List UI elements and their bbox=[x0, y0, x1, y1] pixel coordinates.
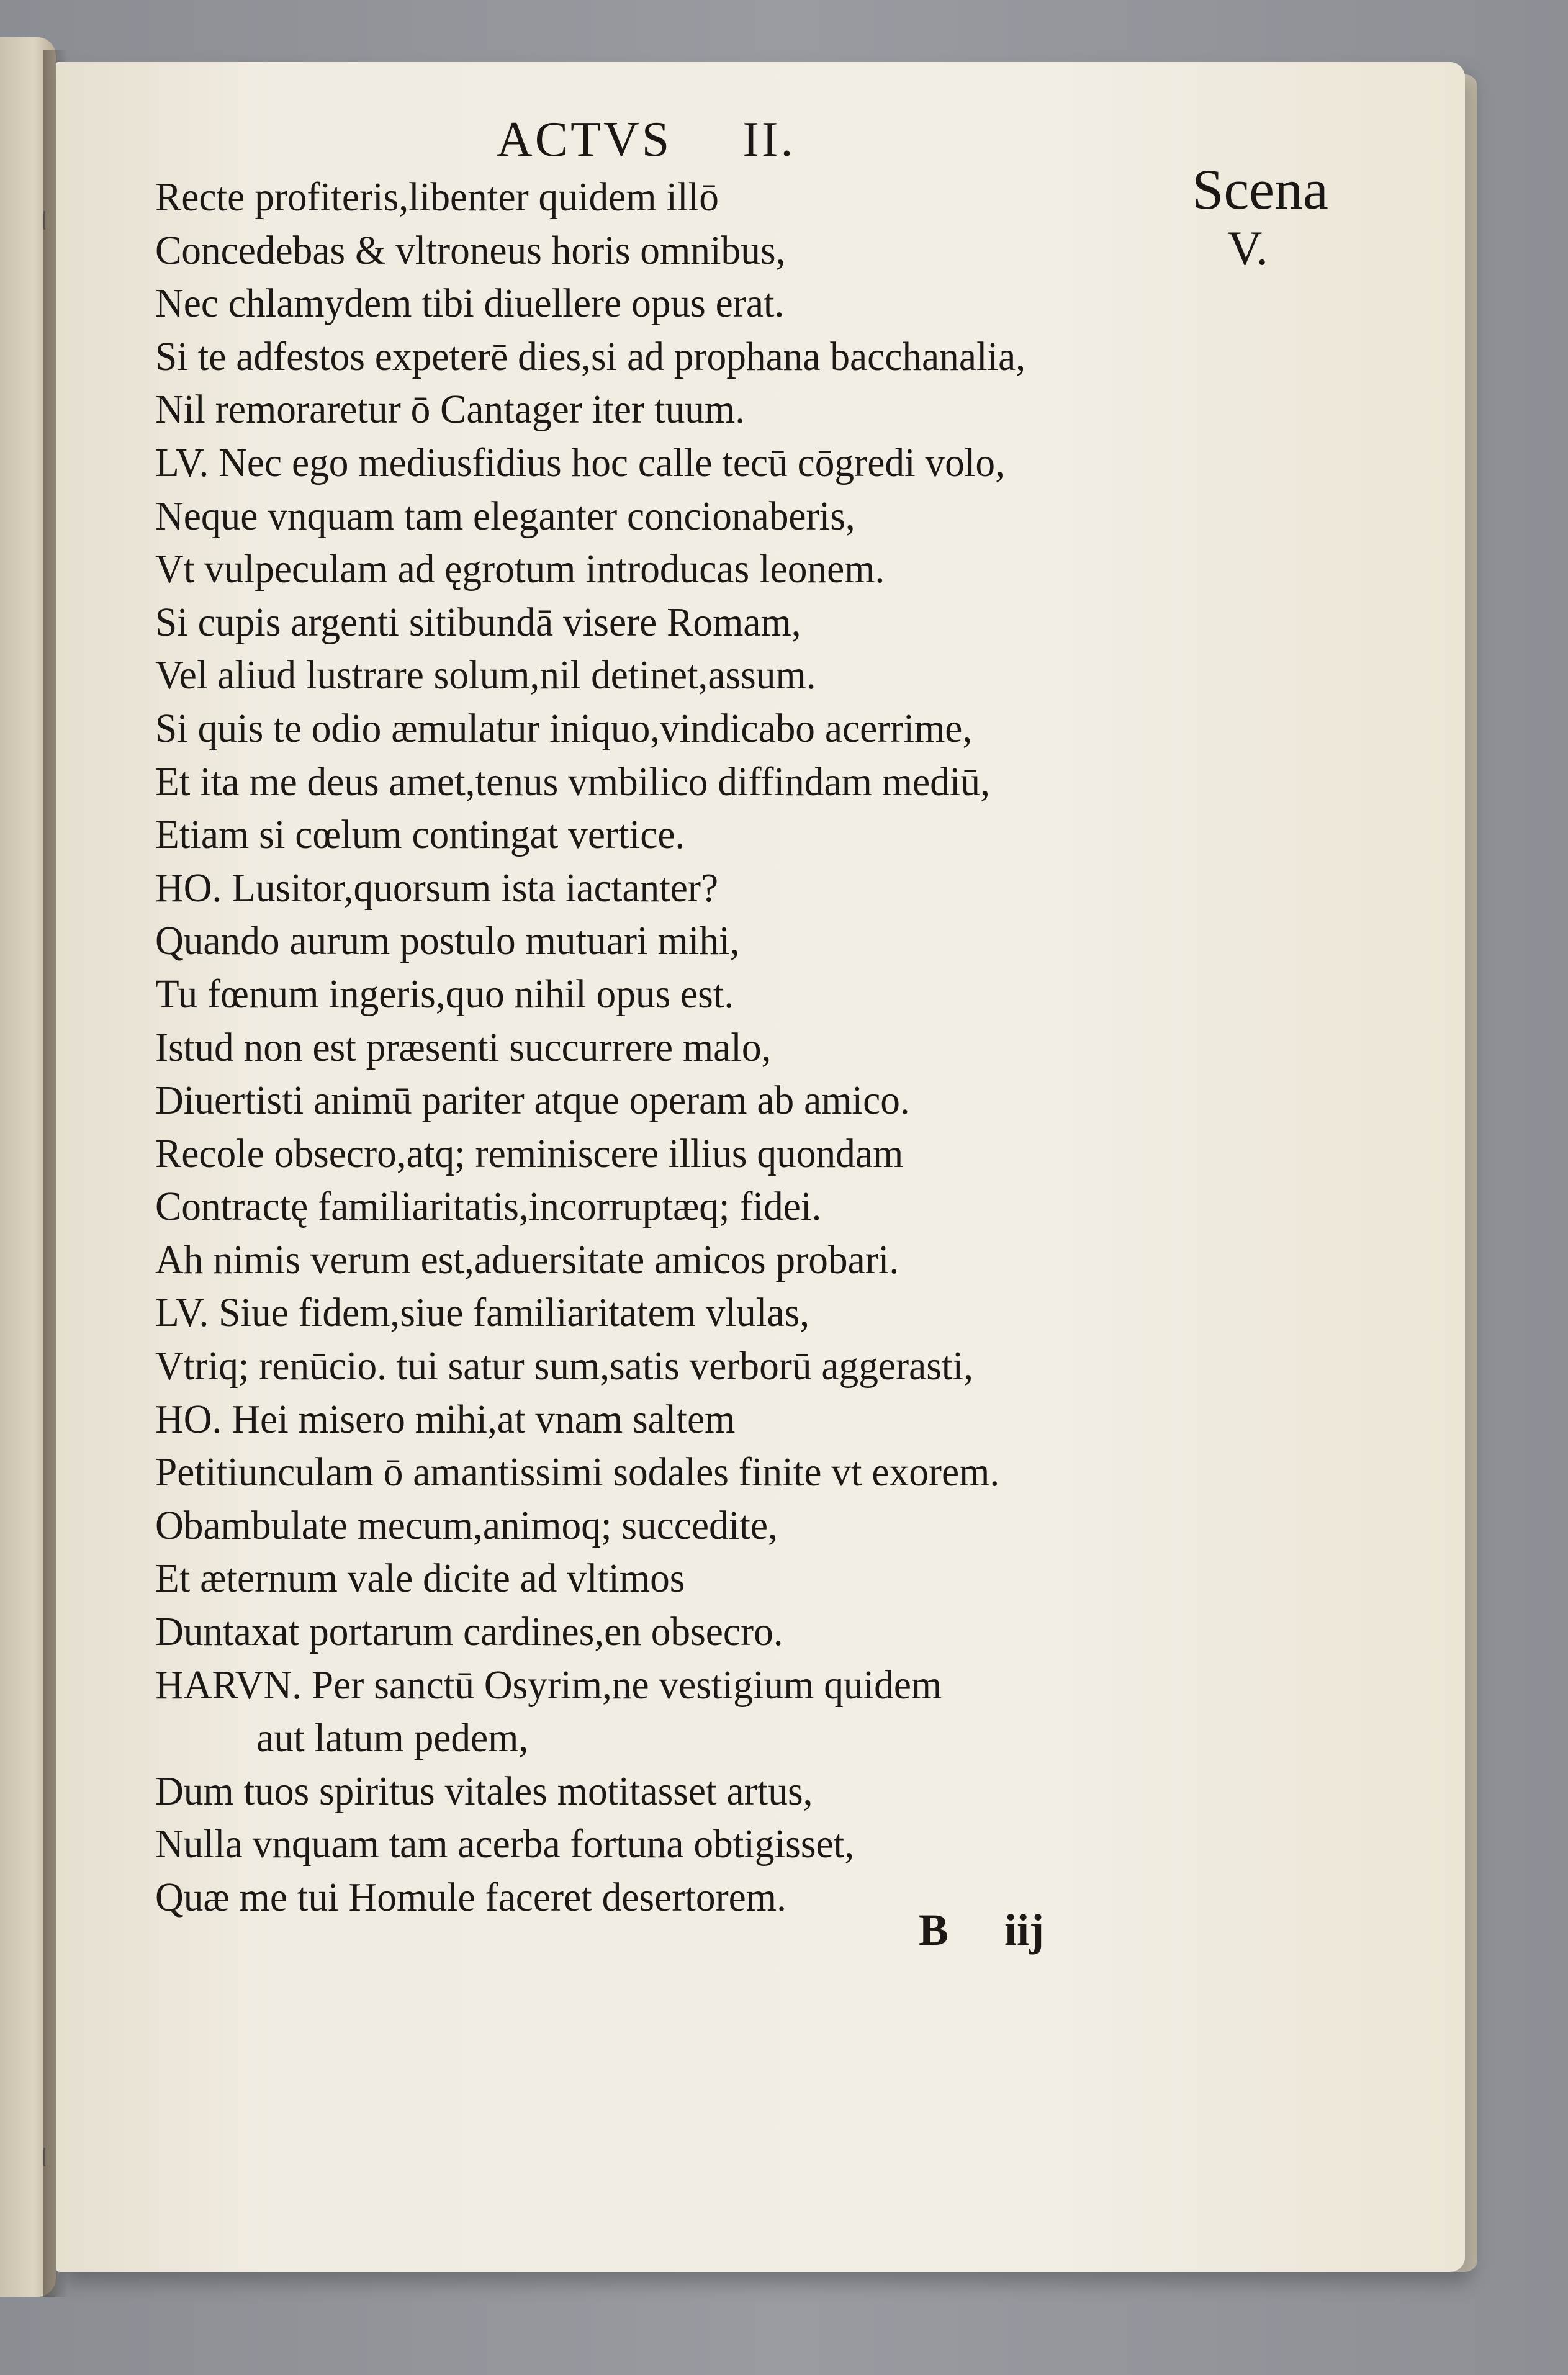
verse-line: Istud non est præsenti succurrere malo, bbox=[155, 1024, 772, 1070]
verse-line: Quæ me tui Homule faceret desertorem. bbox=[155, 1875, 786, 1920]
running-header bbox=[497, 112, 796, 168]
verse-line: Quando aurum postulo mutuari mihi, bbox=[155, 918, 740, 964]
verse-line: LV. Siue fidem,siue familiaritatem vlulas, bbox=[155, 1290, 810, 1336]
verse-line: Vtriq; renūcio. tui satur sum,satis verborū aggerasti, bbox=[155, 1343, 973, 1389]
verse-line: Si te adfestos expeterē dies,si ad prophana bacchanalia, bbox=[155, 333, 1026, 379]
signature-mark bbox=[919, 1904, 1044, 1956]
verse-line: LV. Nec ego mediusfidius hoc calle tecū cōgredi volo, bbox=[155, 439, 1005, 485]
verse-line: HARVN. Per sanctū Osyrim,ne vestigium quidem bbox=[155, 1662, 942, 1708]
verse-line: Et ita me deus amet,tenus vmbilico diffindam mediū, bbox=[155, 759, 990, 804]
verse-line: Neque vnquam tam eleganter concionaberis, bbox=[155, 493, 855, 539]
signature-letter: B bbox=[919, 1905, 949, 1955]
verse-line: HO. Hei misero mihi,at vnam saltem bbox=[155, 1396, 736, 1442]
verse-line: Concedebas & vltroneus horis omnibus, bbox=[155, 227, 786, 273]
verse-line: Etiam si cœlum contingat vertice. bbox=[155, 812, 685, 858]
verse-line: Petitiunculam ō amantissimi sodales finite vt exorem. bbox=[155, 1449, 1000, 1495]
verse-line: Diuertisti animū pariter atque operam ab amico. bbox=[155, 1078, 910, 1124]
verse-line: Contractę familiaritatis,incorruptæq; fidei. bbox=[155, 1184, 822, 1230]
verse-line-continuation: aut latum pedem, bbox=[256, 1715, 529, 1761]
verse-line: Nec chlamydem tibi diuellere opus erat. bbox=[155, 281, 785, 327]
verse-line: Obambulate mecum,animoq; succedite, bbox=[155, 1502, 778, 1548]
verse-text-block bbox=[155, 171, 1198, 1924]
binding-thread-mark bbox=[43, 211, 53, 230]
verse-line: Et æternum vale dicite ad vltimos bbox=[155, 1556, 685, 1602]
verse-line: Vel aliud lustrare solum,nil detinet,assum. bbox=[155, 652, 816, 698]
verse-line: Ah nimis verum est,aduersitate amicos probari. bbox=[155, 1237, 899, 1282]
verse-line: Si quis te odio æmulatur iniquo,vindicabo acerrime, bbox=[155, 705, 973, 751]
verse-line: Recte profiteris,libenter quidem illō bbox=[155, 174, 719, 220]
act-label: ACTVS bbox=[497, 112, 672, 167]
verse-line: HO. Lusitor,quorsum ista iactanter? bbox=[155, 865, 719, 911]
verse-line: Vt vulpeculam ad ęgrotum introducas leonem. bbox=[155, 546, 885, 592]
verse-line: Recole obsecro,atq; reminiscere illius quondam bbox=[155, 1130, 904, 1176]
verse-line: Nulla vnquam tam acerba fortuna obtigisset, bbox=[155, 1821, 855, 1867]
verse-line: Nil remoraretur ō Cantager iter tuum. bbox=[155, 387, 746, 433]
scene-label: Scena bbox=[1192, 158, 1328, 221]
verse-line: Duntaxat portarum cardines,en obsecro. bbox=[155, 1609, 783, 1655]
verse-line: Tu fœnum ingeris,quo nihil opus est. bbox=[155, 971, 734, 1017]
verse-line: Si cupis argenti sitibundā visere Romam, bbox=[155, 599, 801, 645]
binding-thread-mark bbox=[43, 2148, 53, 2166]
scene-number: V. bbox=[1227, 221, 1268, 275]
act-number: II. bbox=[742, 112, 796, 167]
signature-leaf-number: iij bbox=[1004, 1905, 1045, 1955]
verse-line: Dum tuos spiritus vitales motitasset artus, bbox=[155, 1768, 813, 1814]
